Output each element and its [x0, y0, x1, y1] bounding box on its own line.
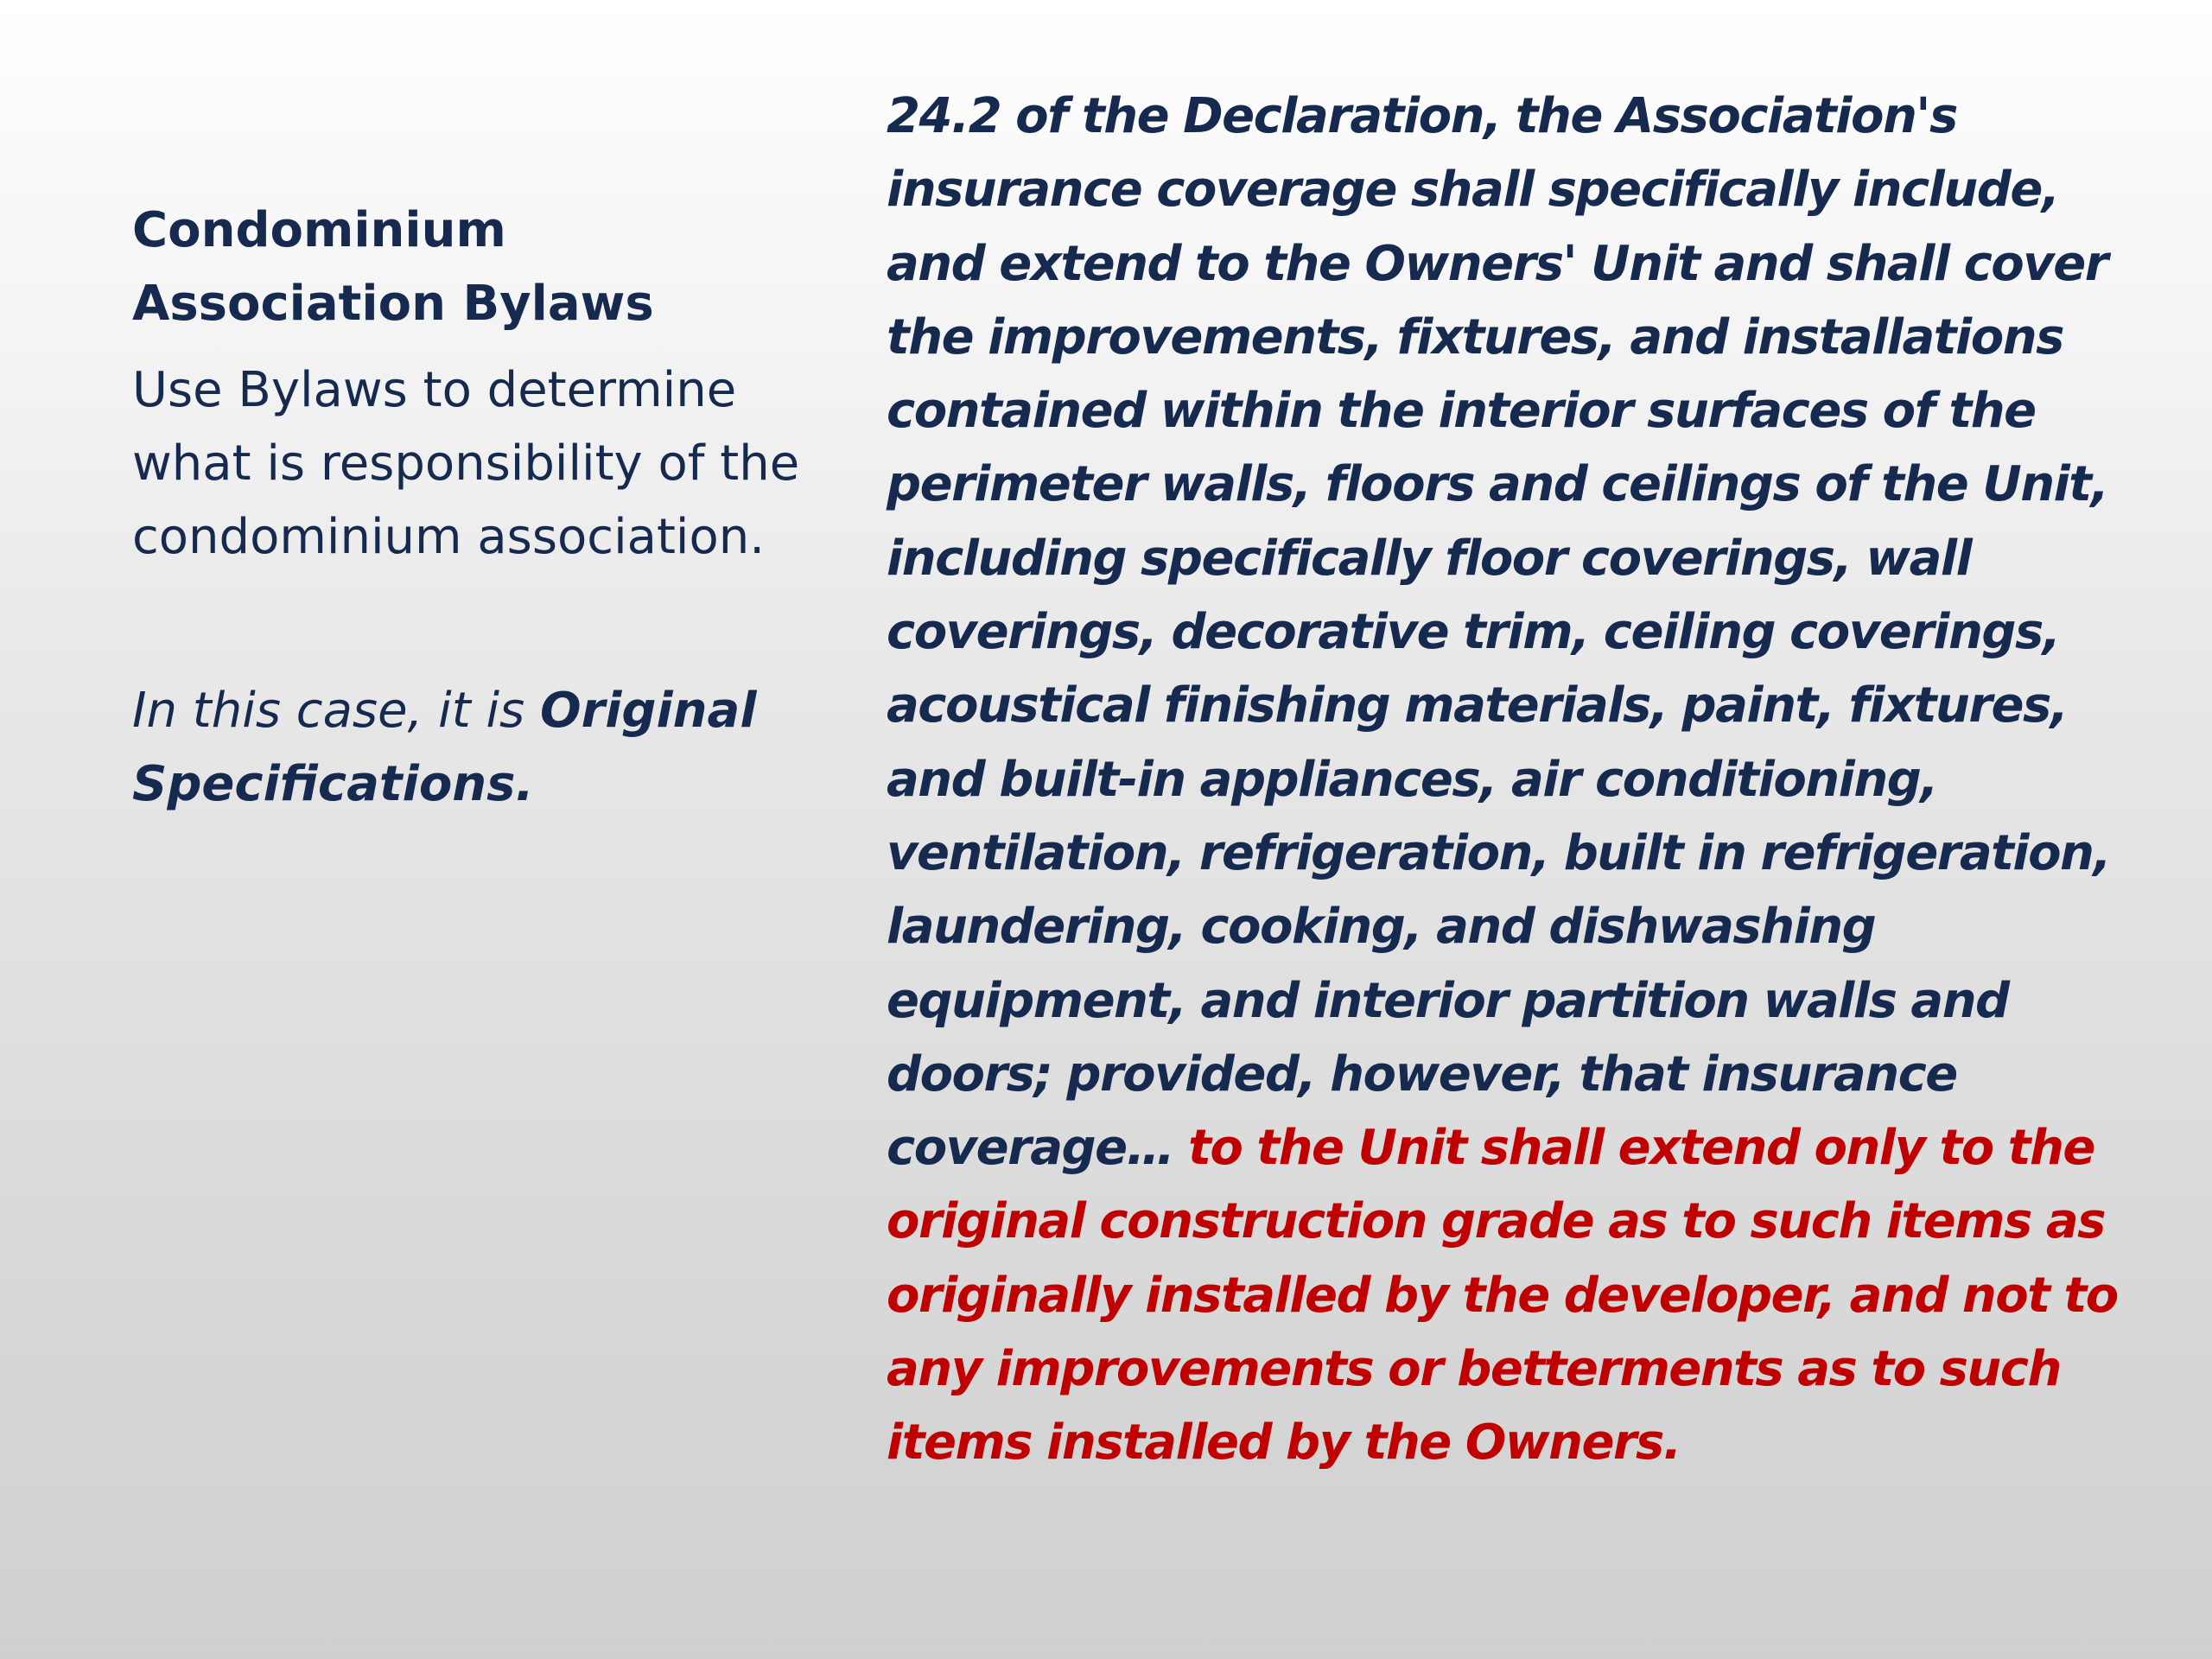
case-note-prefix: In this case, it is	[132, 683, 540, 739]
case-note	[132, 674, 823, 821]
left-panel	[132, 194, 823, 821]
case-note-emphasis: Original Specifications.	[132, 683, 757, 812]
excerpt-navy-text: 24.2 of the Declaration, the Association's insurance coverage shall specifically include, and extend to the Owners' Unit and shall cover the improvements, fixtures, and installations contained within the interior surfaces of the perimeter walls, floors and ceilings of the Unit, including specifically floor coverings, wall coverings, decorative trim, ceiling coverings, acoustical finishing materials, paint, fixtures, and built-in appliances, air conditioning, ventilation, refrigeration, built in refrigeration, laundering, cooking, and dishwashing equipment, and interior partition walls and doors; provided, however, that insurance coverage…	[887, 88, 2111, 1177]
right-panel	[887, 79, 2148, 1480]
excerpt-highlighted-text: to the Unit shall extend only to the original construction grade as to such items as originally installed by the developer, and not to any improvements or betterments as to such items installed by the Owners.	[887, 1120, 2118, 1471]
declaration-excerpt	[887, 79, 2148, 1480]
slide-heading: Condominium Association Bylaws	[132, 202, 654, 332]
bylaws-description: Use Bylaws to determine what is responsibility of the condominium association.	[132, 362, 800, 565]
